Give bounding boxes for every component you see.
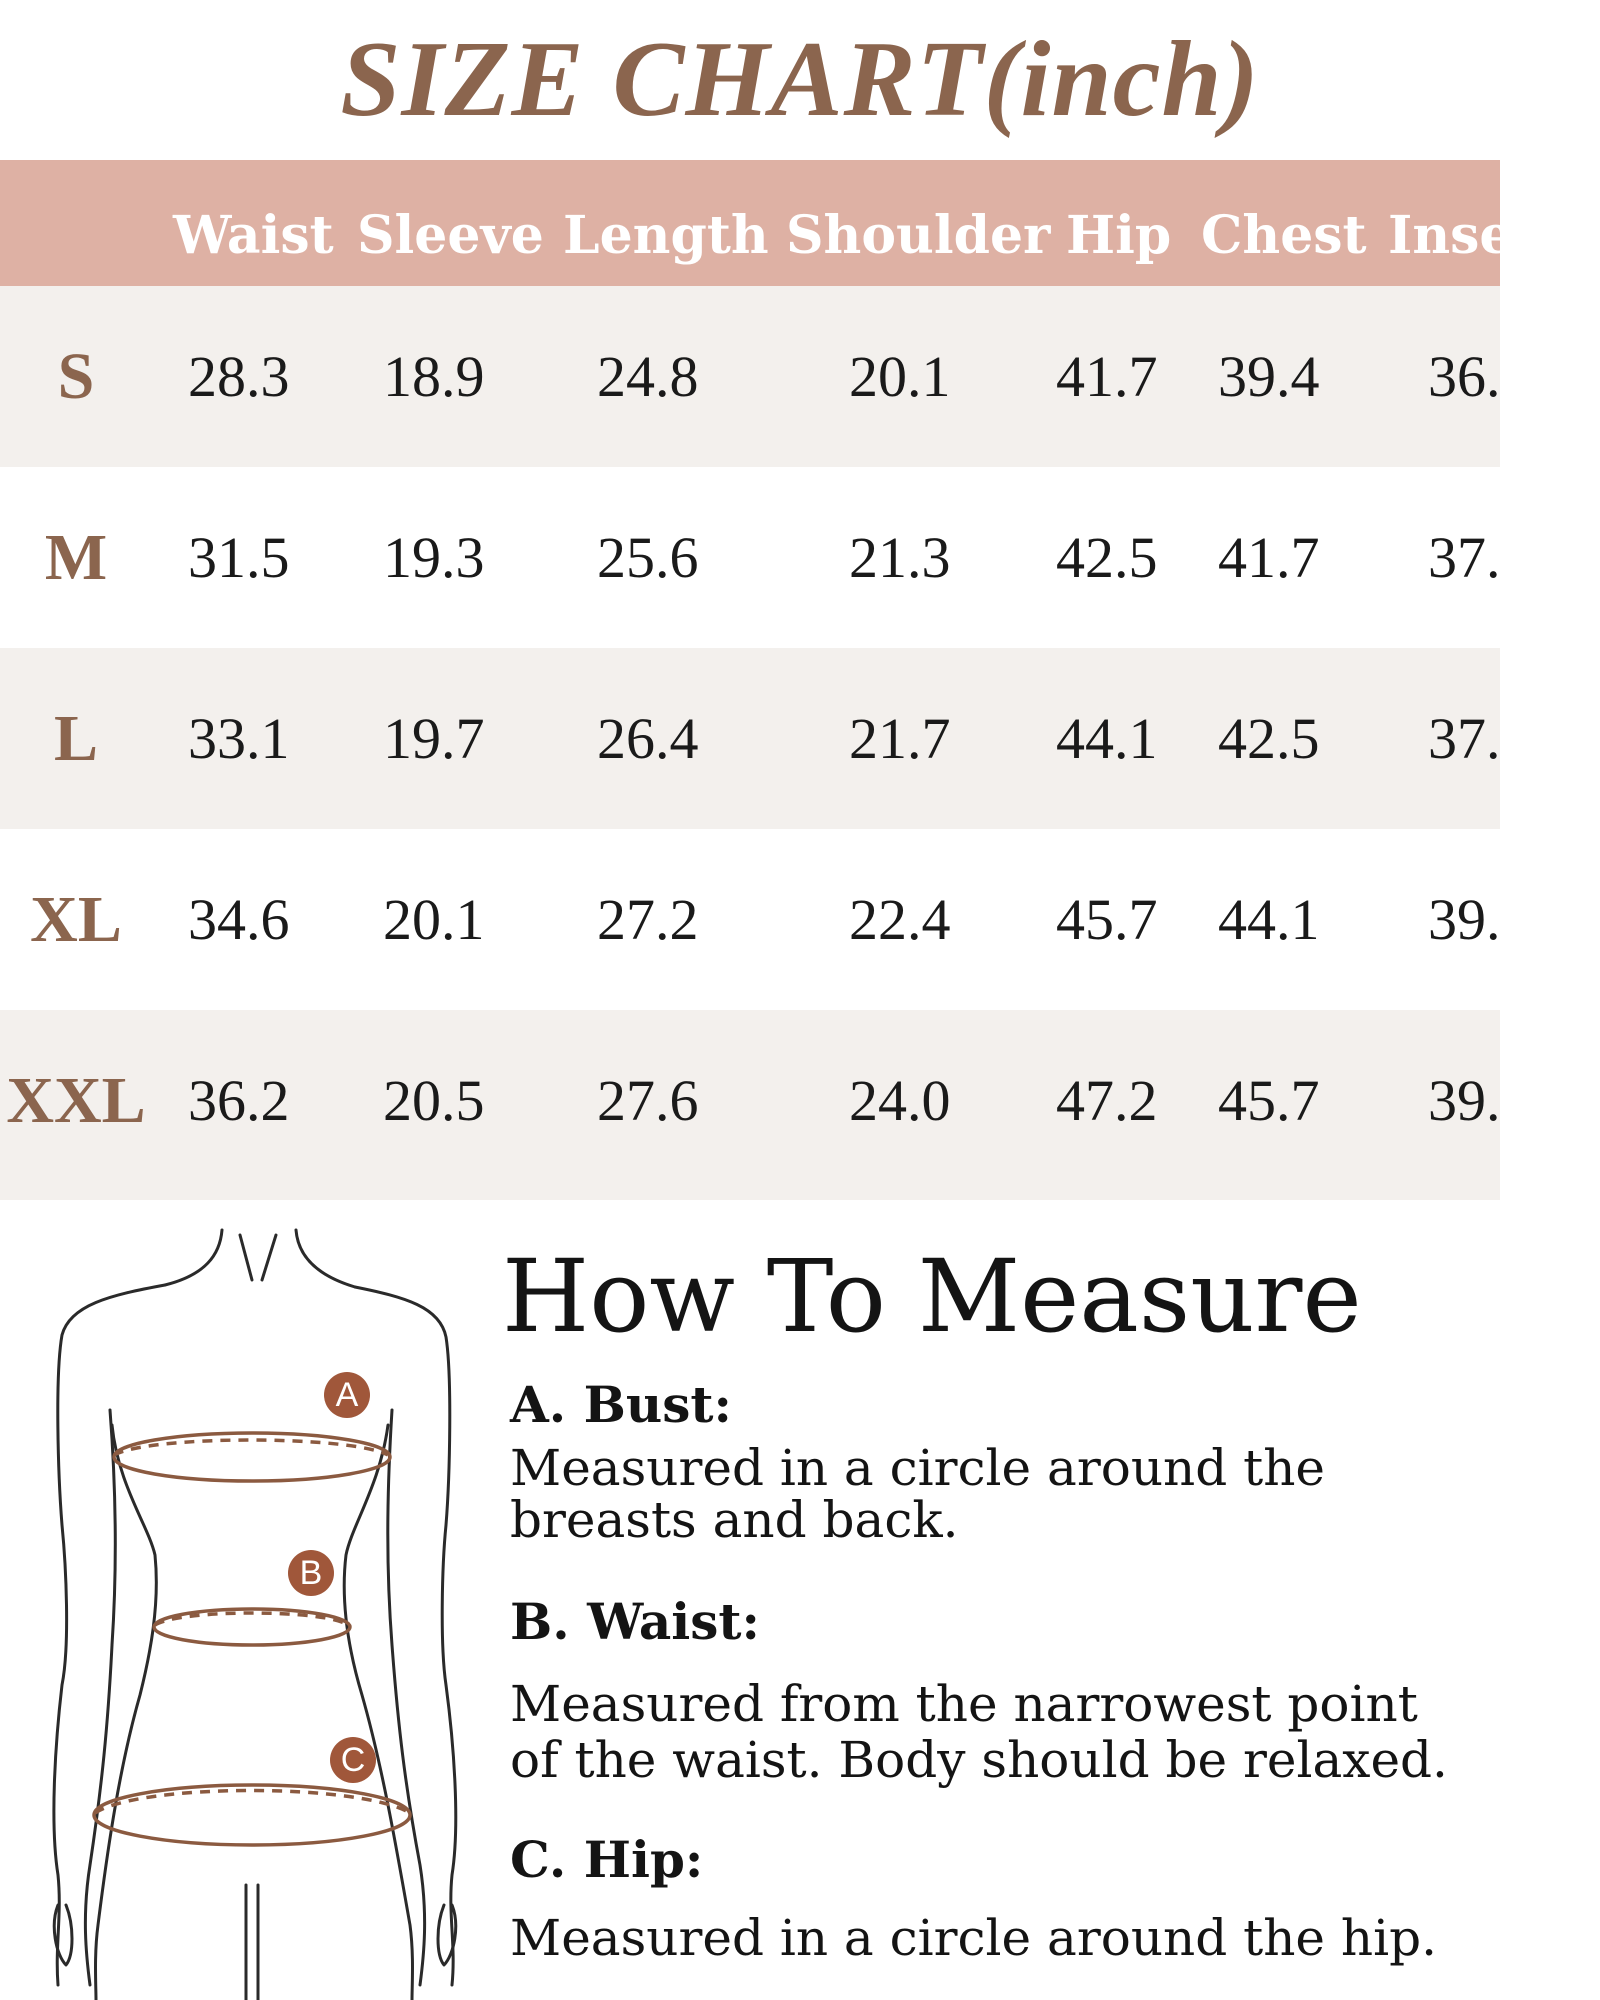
table-cell: 31.5 (188, 525, 290, 590)
size-table (0, 160, 1513, 1200)
table-cell: 33.1 (188, 706, 290, 771)
description-line: Measured from the narrowest point (510, 1675, 1418, 1733)
table-cell: 41.7 (1056, 344, 1158, 409)
bust-description (510, 1439, 1500, 1549)
table-cell: 20.5 (383, 1068, 485, 1133)
table-cell: 42.5 (1056, 525, 1158, 590)
column-header-sleeve: Sleeve (357, 205, 544, 266)
column-header-inseam: Inse (1388, 205, 1513, 266)
table-cell: 24.0 (849, 1068, 951, 1133)
table-cell: 26.4 (597, 706, 699, 771)
how-to-measure-title: How To Measure (502, 1238, 1362, 1355)
column-header-chest: Chest (1201, 205, 1367, 266)
table-cell: 39. (1428, 1068, 1501, 1133)
size-label: S (57, 340, 95, 413)
marker-b-icon: B (288, 1550, 334, 1596)
table-cell: 39. (1428, 887, 1501, 952)
table-cell: 47.2 (1056, 1068, 1158, 1133)
table-row-xl (0, 829, 1500, 1010)
table-cell: 36.2 (188, 1068, 290, 1133)
table-cell: 41.7 (1218, 525, 1320, 590)
body-figure-illustration (0, 1225, 490, 2000)
table-row-xxl (0, 1010, 1500, 1200)
table-cell: 37. (1428, 706, 1501, 771)
table-cell: 37. (1428, 525, 1501, 590)
table-cell: 45.7 (1218, 1068, 1320, 1133)
table-header (0, 160, 1513, 286)
size-label: M (44, 521, 108, 594)
table-cell: 42.5 (1218, 706, 1320, 771)
table-cell: 24.8 (597, 344, 699, 409)
description-line: breasts and back. (510, 1491, 959, 1549)
table-cell: 27.6 (597, 1068, 699, 1133)
description-line: Measured in a circle around the (510, 1439, 1326, 1497)
marker-c-icon: C (330, 1737, 376, 1783)
table-cell: 45.7 (1056, 887, 1158, 952)
table-cell: 22.4 (849, 887, 951, 952)
description-line: of the waist. Body should be relaxed. (510, 1731, 1448, 1789)
size-label: L (53, 702, 99, 775)
size-label: XXL (6, 1064, 146, 1137)
table-cell: 19.3 (383, 525, 485, 590)
table-cell: 20.1 (383, 887, 485, 952)
table-cell: 20.1 (849, 344, 951, 409)
column-header-length: Length (563, 205, 769, 266)
hip-heading: C. Hip: (510, 1830, 704, 1889)
table-cell: 34.6 (188, 887, 290, 952)
waist-heading: B. Waist: (510, 1592, 760, 1651)
column-header-waist: Waist (173, 205, 334, 266)
marker-a-icon: A (324, 1372, 370, 1418)
table-cell: 21.3 (849, 525, 951, 590)
table-cell: 28.3 (188, 344, 290, 409)
size-label: XL (30, 883, 122, 956)
table-cell: 44.1 (1056, 706, 1158, 771)
table-row-s (0, 286, 1500, 467)
table-cell: 27.2 (597, 887, 699, 952)
hip-description (510, 1909, 1500, 1967)
table-cell: 25.6 (597, 525, 699, 590)
table-cell: 19.7 (383, 706, 485, 771)
table-cell: 18.9 (383, 344, 485, 409)
table-cell: 21.7 (849, 706, 951, 771)
table-row-l (0, 648, 1500, 829)
waist-description (510, 1676, 1500, 1788)
bust-heading: A. Bust: (510, 1375, 732, 1434)
column-header-shoulder: Shoulder (786, 205, 1051, 266)
size-chart-title: SIZE CHART(inch) (340, 20, 1260, 139)
table-cell: 36. (1428, 344, 1501, 409)
table-cell: 39.4 (1218, 344, 1320, 409)
table-row-m (0, 467, 1500, 648)
column-header-hip: Hip (1066, 205, 1172, 266)
description-line: Measured in a circle around the hip. (510, 1909, 1438, 1967)
table-cell: 44.1 (1218, 887, 1320, 952)
